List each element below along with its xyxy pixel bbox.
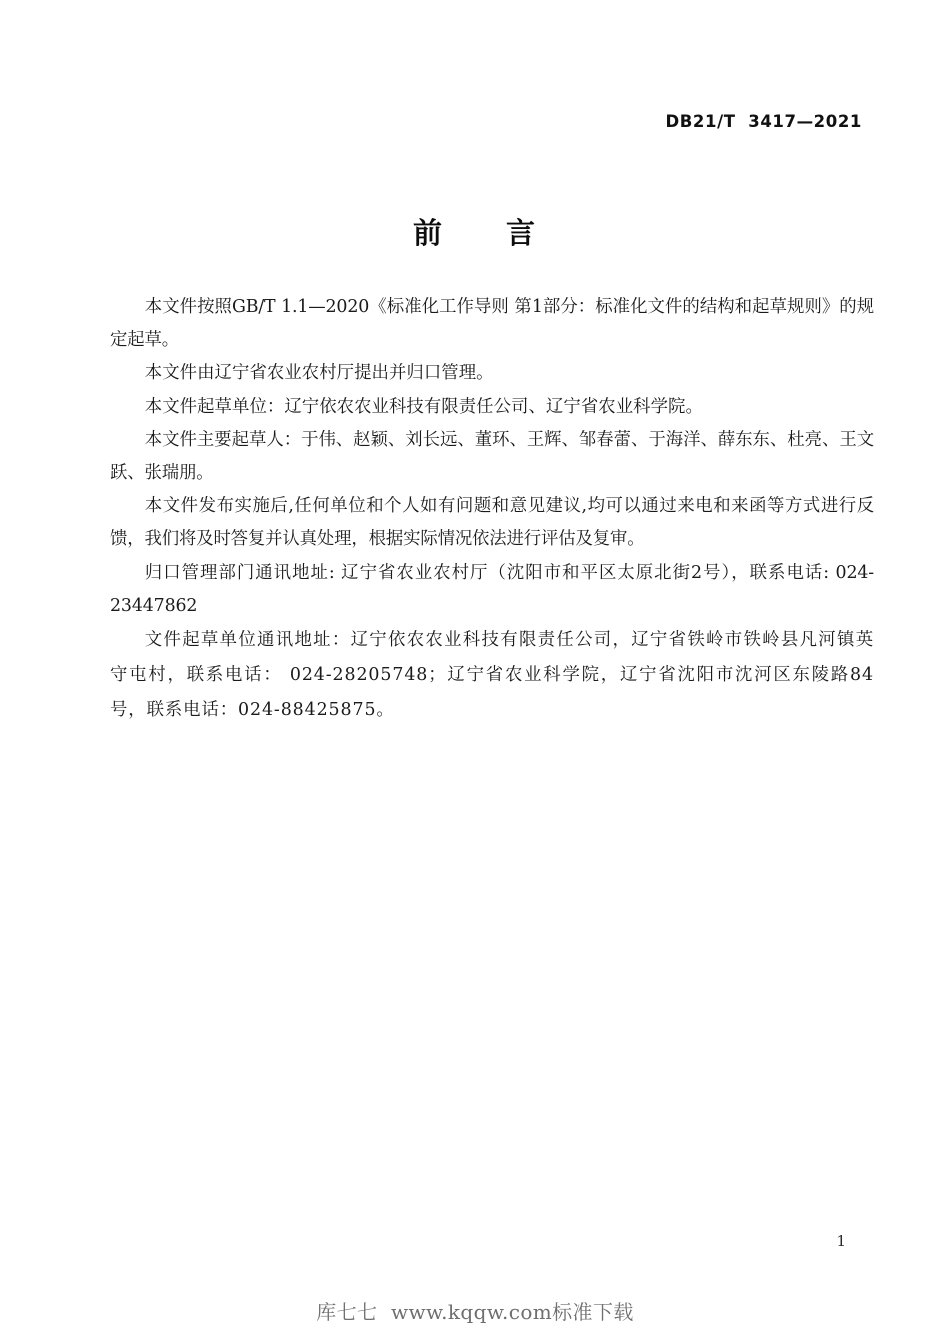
document-standard-number: DB21/T 3417—2021 [665,112,862,131]
page-number: 1 [836,1232,846,1250]
foreword-paragraph-drafting-unit-address: 文件起草单位通讯地址：辽宁依农农业科技有限责任公司，辽宁省铁岭市铁岭县凡河镇英守屯村，联系电话： 024-28205748；辽宁省农业科学院，辽宁省沈阳市沈河区东陵路84号，联系电话：024-88425875。 [110,630,874,721]
foreword-body [110,291,874,728]
foreword-paragraph-3: 本文件起草单位：辽宁依农农业科技有限责任公司、辽宁省农业科学院。 [144,396,703,417]
foreword-paragraph-1: 本文件按照GB/T 1.1—2020《标准化工作导则 第1部分：标准化文件的结构和起草规则》的规定起草。 [110,297,874,351]
foreword-paragraph-feedback: 本文件发布实施后,任何单位和个人如有问题和意见建议,均可以通过来电和来函等方式进行反馈，我们将及时答复并认真处理，根据实际情况依法进行评估及复审。 [110,496,874,550]
foreword-paragraph-drafters: 本文件主要起草人：于伟、赵颖、刘长远、董环、王辉、邹春蕾、于海洋、薛东东、杜亮、王文跃、张瑞朋。 [110,429,874,484]
foreword-paragraph-2: 本文件由辽宁省农业农村厅提出并归口管理。 [144,363,494,384]
footer-watermark: 库七七 www.kqqw.com标准下载 [316,1300,634,1324]
page-title: 前 言 [412,216,537,250]
foreword-paragraph-admin-address: 归口管理部门通讯地址: 辽宁省农业农村厅（沈阳市和平区太原北街2号），联系电话: 024-23447862 [110,562,874,616]
